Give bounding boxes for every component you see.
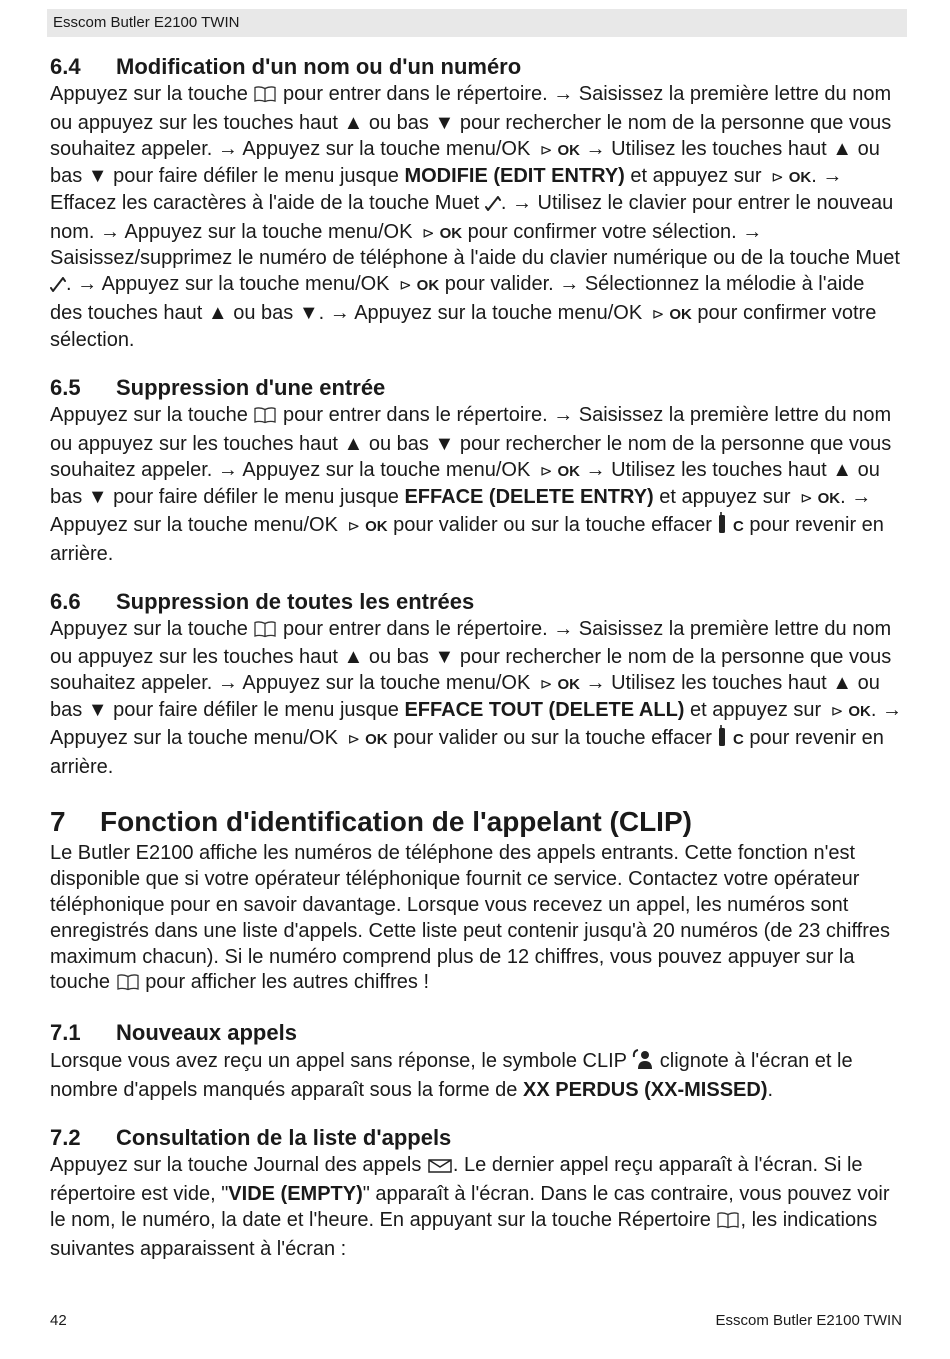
mute-icon [50, 275, 66, 301]
ok-label: OK [557, 676, 580, 694]
section-6-5-body: Appuyez sur la touche pour entrer dans le répertoire. → Saisissez la première lettre du nom ou appuyez sur les touches haut ▲ ou bas ▼ pour rechercher le nom de la personne que vous souhaitez appeler. → Appuyez sur la touche menu/OK ⊳ OK → Utilisez les touches haut ▲ ou bas ▼ pour faire défiler le menu jusque EFFACE (DELETE ENTRY) et appuyez sur ⊳ OK. → Appuyez sur la touche menu/OK ⊳ OK pour valider ou sur la touche effacer C pour revenir en arrière. [50, 404, 892, 565]
menu-ok-icon: ⊳ [347, 731, 361, 749]
ok-label: OK [788, 168, 812, 186]
chapter-number: 7 [50, 805, 66, 837]
book-icon [716, 1211, 740, 1237]
menu-ok-icon: ⊳ [399, 277, 412, 295]
clear-key-label: C [733, 517, 744, 535]
envelope-icon [427, 1156, 453, 1182]
ok-label: OK [365, 731, 388, 749]
ok-label: OK [439, 224, 463, 242]
book-icon [116, 973, 140, 999]
section-6-6-heading [50, 587, 902, 617]
menu-entry-name: MODIFIE (EDIT ENTRY) [404, 164, 625, 187]
book-icon [253, 85, 277, 111]
menu-entry-name: EFFACE TOUT (DELETE ALL) [404, 699, 685, 722]
menu-ok-icon: ⊳ [651, 306, 665, 324]
menu-ok-icon: ⊳ [422, 224, 435, 242]
page-header [47, 9, 907, 37]
ok-label: OK [848, 703, 871, 721]
section-6-6-body: Appuyez sur la touche pour entrer dans le répertoire. → Saisissez la première lettre du nom ou appuyez sur les touches haut ▲ ou bas ▼ pour rechercher le nom de la personne que vous souhaitez appeler. → Appuyez sur la touche menu/OK ⊳ OK → Utilisez les touches haut ▲ ou bas ▼ pour faire défiler le menu jusque EFFACE TOUT (DELETE ALL) et appuyez sur ⊳ OK. → Appuyez sur la touche menu/OK ⊳ OK pour valider ou sur la touche effacer C pour revenir en arrière. [50, 617, 902, 779]
page-number: 42 [50, 1312, 67, 1329]
clear-key-label: C [733, 731, 744, 749]
section-7-2-body: Appuyez sur la touche Journal des appels . Le dernier appel reçu apparaît à l'écran. Si le répertoire est vide, "VIDE (EMPTY)" apparaît à l'écran. Dans le cas contraire, vous pouvez voir le nom, le numéro, la date et l'heure. En appuyant sur la touche Répertoire , les indications suivantes apparaissent à l'écran : [50, 1154, 890, 1260]
section-7-2-heading [50, 1123, 902, 1153]
book-icon [253, 406, 277, 432]
menu-ok-icon: ⊳ [347, 517, 361, 535]
chapter-7-body: Le Butler E2100 affiche les numéros de téléphone des appels entrants. Cette fonction n'est disponible que si votre opérateur téléphonique fournit ce service. Contactez votre opérateur téléphonique pour en savoir davantage. Lorsque vous recevez un appel, les numéros sont enregistrés dans une liste d'appels. Cette liste peut contenir jusqu'à 20 numéros (de 23 chiffres maximum chacun). Si le numéro comprend plus de 12 chiffres, vous pouvez appuyer sur la touche pour afficher les autres chiffres ! [50, 841, 902, 999]
menu-ok-icon: ⊳ [800, 489, 813, 507]
section-7-1-heading [50, 1018, 902, 1048]
handset-clear-icon [717, 725, 727, 755]
handset-clear-icon [717, 512, 727, 542]
section-6-4-heading [50, 52, 902, 82]
chapter-7-heading [50, 803, 902, 841]
page-content [50, 52, 902, 1263]
ok-label: OK [669, 306, 692, 324]
menu-ok-icon: ⊳ [539, 676, 553, 694]
menu-ok-icon: ⊳ [539, 141, 553, 159]
section-title: Consultation de la liste d'appels [116, 1125, 452, 1151]
section-6-4-body: Appuyez sur la touche pour entrer dans le répertoire. → Saisissez la première lettre du nom ou appuyez sur les touches haut ▲ ou bas ▼ pour rechercher le nom de la personne que vous souhaitez appeler. → Appuyez sur la touche menu/OK ⊳ OK → Utilisez les touches haut ▲ ou bas ▼ pour faire défiler le menu jusque MODIFIE (EDIT ENTRY) et appuyez sur ⊳ OK. → Effacez les caractères à l'aide de la touche Muet . → Utilisez le clavier pour entrer le nouveau nom. → Appuyez sur la touche menu/OK ⊳ OK pour confirmer votre sélection. → Saisissez/supprimez le numéro de téléphone à l'aide du clavier numérique ou de la touche Muet . → Appuyez sur la touche menu/OK ⊳ OK pour valider. → Sélectionnez la mélodie à l'aide des touches haut ▲ ou bas ▼. → Appuyez sur la touche menu/OK ⊳ OK pour confirmer votre sélection. [50, 83, 900, 352]
menu-entry-name: EFFACE (DELETE ENTRY) [404, 485, 654, 508]
mute-icon [485, 194, 501, 220]
ok-label: OK [416, 277, 440, 295]
section-number: 7.2 [50, 1125, 81, 1151]
section-number: 6.4 [50, 54, 81, 79]
clip-caller-icon [632, 1048, 654, 1078]
section-number: 7.1 [50, 1020, 81, 1046]
menu-ok-icon: ⊳ [830, 703, 844, 721]
ok-label: OK [557, 462, 580, 480]
section-title: Suppression de toutes les entrées [116, 588, 475, 614]
ok-label: OK [365, 517, 388, 535]
section-title: Modification d'un nom ou d'un numéro [116, 54, 522, 79]
section-title: Nouveaux appels [116, 1020, 297, 1046]
footer-title: Esscom Butler E2100 TWIN [715, 1312, 902, 1329]
section-6-5-heading [50, 373, 902, 403]
section-number: 6.6 [50, 588, 81, 614]
section-number: 6.5 [50, 375, 81, 401]
menu-ok-icon: ⊳ [771, 168, 784, 186]
missed-calls-label: XX PERDUS (XX-MISSED) [523, 1079, 768, 1102]
ok-label: OK [557, 141, 580, 159]
menu-ok-icon: ⊳ [539, 462, 553, 480]
chapter-title: Fonction d'identification de l'appelant (CLIP) [100, 805, 692, 837]
empty-label: VIDE (EMPTY) [228, 1183, 363, 1206]
book-icon [253, 620, 277, 646]
section-7-1-body: Lorsque vous avez reçu un appel sans réponse, le symbole CLIP clignote à l'écran et le nombre d'appels manqués apparaît sous la forme de XX PERDUS (XX-MISSED). [50, 1050, 853, 1102]
ok-label: OK [817, 489, 841, 507]
header-title: Esscom Butler E2100 TWIN [53, 14, 240, 31]
section-title: Suppression d'une entrée [116, 375, 386, 401]
